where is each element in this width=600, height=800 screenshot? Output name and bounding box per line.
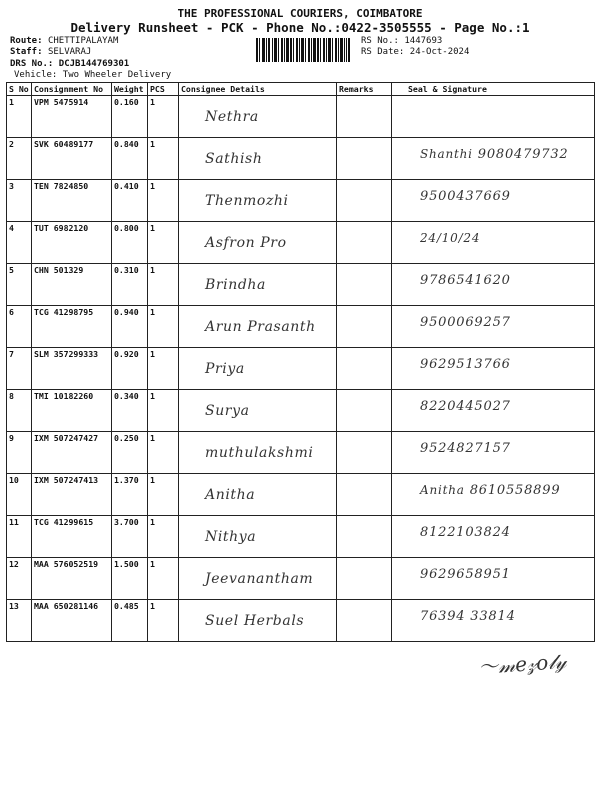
consignee-cell <box>179 516 337 558</box>
recipient-phone: 9786541620 <box>420 273 511 288</box>
pcs-cell: 1 <box>148 348 179 390</box>
recipient-phone: 9524827157 <box>420 441 511 456</box>
rs-date-value: 24-Oct-2024 <box>409 47 470 57</box>
remarks-cell <box>337 474 392 516</box>
weight-cell: 0.800 <box>112 222 148 264</box>
supervisor-signature: 〜𝓂𝑒𝓏𝑜𝓁𝓎 <box>477 648 568 680</box>
consignee-cell <box>179 474 337 516</box>
recipient-phone: 9629658951 <box>420 567 511 582</box>
pcs-cell: 1 <box>148 516 179 558</box>
sno-cell: 3 <box>7 180 32 222</box>
consignee-handwritten-name: Nithya <box>205 529 257 545</box>
sno-cell: 4 <box>7 222 32 264</box>
remarks-cell <box>337 96 392 138</box>
recipient-phone: 9500069257 <box>420 315 511 330</box>
consignee-cell <box>179 306 337 348</box>
consignee-handwritten-name: Brindha <box>205 277 266 293</box>
consignee-handwritten-name: Anitha <box>205 487 256 503</box>
consignment-no-cell: SVK 60489177 <box>32 138 112 180</box>
route-label: Route: <box>10 36 43 46</box>
consignee-handwritten-name: Jeevanantham <box>205 571 314 587</box>
table-row <box>7 600 595 642</box>
rs-no-line <box>361 36 442 47</box>
table-row <box>7 96 595 138</box>
signature-cell <box>392 222 595 264</box>
recipient-phone: 8220445027 <box>420 399 511 414</box>
sno-cell: 12 <box>7 558 32 600</box>
handwritten-signature <box>420 231 592 246</box>
runsheet-table <box>6 82 595 642</box>
sno-cell: 2 <box>7 138 32 180</box>
rs-no-value: 1447693 <box>404 36 443 46</box>
consignee-cell <box>179 222 337 264</box>
header-seal-signature: Seal & Signature <box>392 83 595 96</box>
sno-cell: 1 <box>7 96 32 138</box>
sno-cell: 10 <box>7 474 32 516</box>
consignee-handwritten-name: muthulakshmi <box>205 445 314 461</box>
rs-date-line <box>361 47 469 58</box>
signature-cell <box>392 600 595 642</box>
weight-cell: 0.340 <box>112 390 148 432</box>
weight-cell: 0.160 <box>112 96 148 138</box>
consignment-no-cell: CHN 501329 <box>32 264 112 306</box>
header-weight: Weight <box>112 83 148 96</box>
recipient-phone: 76394 33814 <box>420 609 516 624</box>
sno-cell: 5 <box>7 264 32 306</box>
remarks-cell <box>337 306 392 348</box>
route-line <box>10 36 118 47</box>
handwritten-signature <box>420 483 592 498</box>
weight-cell: 0.410 <box>112 180 148 222</box>
weight-cell: 3.700 <box>112 516 148 558</box>
remarks-cell <box>337 558 392 600</box>
table-row <box>7 138 595 180</box>
table-row <box>7 516 595 558</box>
staff-label: Staff: <box>10 47 43 57</box>
rs-no-label: RS No.: <box>361 36 399 46</box>
drs-label: DRS No.: <box>10 59 54 69</box>
signature-cell <box>392 390 595 432</box>
sno-cell: 6 <box>7 306 32 348</box>
recipient-phone: 8122103824 <box>420 525 511 540</box>
consignee-cell <box>179 558 337 600</box>
rs-date-label: RS Date: <box>361 47 405 57</box>
handwritten-signature <box>420 273 592 288</box>
vehicle-line <box>14 70 171 81</box>
pcs-cell: 1 <box>148 264 179 306</box>
weight-cell: 0.840 <box>112 138 148 180</box>
signature-cell <box>392 264 595 306</box>
remarks-cell <box>337 222 392 264</box>
sno-cell: 8 <box>7 390 32 432</box>
header-consignment-no: Consignment No <box>32 83 112 96</box>
consignee-cell <box>179 180 337 222</box>
drs-line <box>10 59 129 70</box>
consignment-no-cell: TEN 7824850 <box>32 180 112 222</box>
pcs-cell: 1 <box>148 558 179 600</box>
signature-cell <box>392 96 595 138</box>
signature-cell <box>392 348 595 390</box>
pcs-cell: 1 <box>148 138 179 180</box>
handwritten-signature <box>420 189 592 204</box>
company-title: THE PROFESSIONAL COURIERS, COIMBATORE <box>177 7 423 20</box>
sno-cell: 7 <box>7 348 32 390</box>
remarks-cell <box>337 600 392 642</box>
table-row <box>7 558 595 600</box>
table-row <box>7 390 595 432</box>
consignment-no-cell: SLM 357299333 <box>32 348 112 390</box>
table-row <box>7 222 595 264</box>
remarks-cell <box>337 390 392 432</box>
consignment-no-cell: TCG 41299615 <box>32 516 112 558</box>
recipient-phone: 9500437669 <box>420 189 511 204</box>
sno-cell: 13 <box>7 600 32 642</box>
table-header-row <box>7 83 595 96</box>
header-sno: S No <box>7 83 32 96</box>
staff-value: SELVARAJ <box>47 47 92 57</box>
consignee-cell <box>179 600 337 642</box>
signature-cell <box>392 432 595 474</box>
drs-value: DCJB144769301 <box>58 59 130 69</box>
consignee-cell <box>179 390 337 432</box>
consignee-handwritten-name: Priya <box>205 361 245 377</box>
header-remarks: Remarks <box>337 83 392 96</box>
pcs-cell: 1 <box>148 600 179 642</box>
barcode-image <box>256 38 350 62</box>
handwritten-signature <box>420 441 592 456</box>
signature-cell <box>392 516 595 558</box>
signature-text: Shanthi <box>420 147 473 161</box>
signature-cell <box>392 306 595 348</box>
table-row <box>7 180 595 222</box>
consignee-cell <box>179 348 337 390</box>
consignment-no-cell: TCG 41298795 <box>32 306 112 348</box>
signature-cell <box>392 474 595 516</box>
consignee-handwritten-name: Thenmozhi <box>205 193 289 209</box>
recipient-phone: 8610558899 <box>469 483 561 498</box>
signature-cell <box>392 558 595 600</box>
vehicle-value: Two Wheeler Delivery <box>62 70 172 80</box>
pcs-cell: 1 <box>148 474 179 516</box>
weight-cell: 1.500 <box>112 558 148 600</box>
handwritten-signature <box>420 147 592 162</box>
table-row <box>7 432 595 474</box>
table-row <box>7 264 595 306</box>
signature-text: 24/10/24 <box>420 231 481 245</box>
staff-line <box>10 47 91 58</box>
handwritten-signature <box>420 315 592 330</box>
sno-cell: 9 <box>7 432 32 474</box>
handwritten-signature <box>420 525 592 540</box>
table-row <box>7 306 595 348</box>
remarks-cell <box>337 180 392 222</box>
weight-cell: 0.250 <box>112 432 148 474</box>
recipient-phone: 9080479732 <box>477 147 569 162</box>
consignee-cell <box>179 96 337 138</box>
remarks-cell <box>337 516 392 558</box>
runsheet-subtitle: Delivery Runsheet - PCK - Phone No.:0422-3505555 - Page No.:1 <box>70 20 530 35</box>
pcs-cell: 1 <box>148 390 179 432</box>
consignment-no-cell: IXM 507247413 <box>32 474 112 516</box>
signature-cell <box>392 138 595 180</box>
sno-cell: 11 <box>7 516 32 558</box>
pcs-cell: 1 <box>148 180 179 222</box>
consignment-no-cell: TMI 10182260 <box>32 390 112 432</box>
pcs-cell: 1 <box>148 432 179 474</box>
consignment-no-cell: MAA 650281146 <box>32 600 112 642</box>
vehicle-label: Vehicle: <box>14 70 58 80</box>
consignment-no-cell: TUT 6982120 <box>32 222 112 264</box>
pcs-cell: 1 <box>148 222 179 264</box>
handwritten-signature <box>420 357 592 372</box>
consignment-no-cell: VPM 5475914 <box>32 96 112 138</box>
consignee-handwritten-name: Arun Prasanth <box>205 319 316 335</box>
consignment-no-cell: MAA 576052519 <box>32 558 112 600</box>
table-row <box>7 348 595 390</box>
weight-cell: 0.920 <box>112 348 148 390</box>
weight-cell: 1.370 <box>112 474 148 516</box>
consignee-cell <box>179 264 337 306</box>
weight-cell: 0.485 <box>112 600 148 642</box>
route-value: CHETTIPALAYAM <box>47 36 119 46</box>
consignee-handwritten-name: Surya <box>205 403 250 419</box>
consignee-cell <box>179 432 337 474</box>
consignee-handwritten-name: Sathish <box>205 151 263 167</box>
header-consignee: Consignee Details <box>179 83 337 96</box>
consignee-handwritten-name: Suel Herbals <box>205 613 305 629</box>
pcs-cell: 1 <box>148 96 179 138</box>
handwritten-signature <box>420 399 592 414</box>
remarks-cell <box>337 432 392 474</box>
header-pcs: PCS <box>148 83 179 96</box>
remarks-cell <box>337 264 392 306</box>
consignee-handwritten-name: Nethra <box>205 109 259 125</box>
weight-cell: 0.940 <box>112 306 148 348</box>
consignment-no-cell: IXM 507247427 <box>32 432 112 474</box>
pcs-cell: 1 <box>148 306 179 348</box>
consignee-cell <box>179 138 337 180</box>
consignee-handwritten-name: Asfron Pro <box>205 235 287 251</box>
remarks-cell <box>337 348 392 390</box>
recipient-phone: 9629513766 <box>420 357 511 372</box>
signature-cell <box>392 180 595 222</box>
handwritten-signature <box>420 609 592 624</box>
remarks-cell <box>337 138 392 180</box>
handwritten-signature <box>420 567 592 582</box>
weight-cell: 0.310 <box>112 264 148 306</box>
signature-text: Anitha <box>420 483 465 497</box>
table-row <box>7 474 595 516</box>
